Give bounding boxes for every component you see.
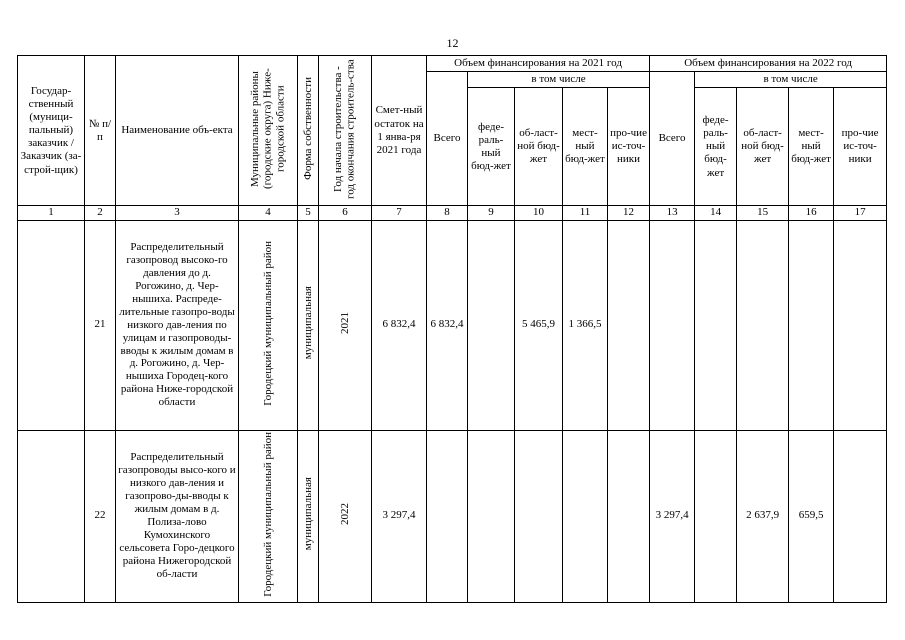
header-number: № п/п (85, 56, 116, 206)
years-cell (319, 220, 372, 430)
financing-table (17, 55, 887, 603)
column-number: 9 (468, 206, 515, 220)
ownership-cell (298, 430, 319, 602)
regional-2021: 5 465,9 (515, 220, 563, 430)
header-2022-including: в том числе (695, 72, 887, 88)
header-ownership (298, 56, 319, 206)
column-number: 2 (85, 206, 116, 220)
customer-cell (18, 220, 85, 430)
table-row (18, 220, 887, 430)
column-number: 14 (695, 206, 737, 220)
column-number: 4 (239, 206, 298, 220)
district-cell (239, 220, 298, 430)
object-name: Распределительный газопровод высоко-го давления до д. Рогожино, д. Чер-нышиха. Распреде-лительные газопро-воды низкого дав-ления по улицам и газопроводы-вводы к жилым домам в д. Рогожино, д. Чер-нышиха Городец-кого района Ниже-городской области (116, 220, 239, 430)
other-2021 (608, 430, 650, 602)
column-number-row (18, 206, 887, 220)
federal-2021 (468, 220, 515, 430)
years-cell (319, 430, 372, 602)
column-number: 1 (18, 206, 85, 220)
total-2022 (650, 220, 695, 430)
other-2021 (608, 220, 650, 430)
header-2021-including: в том числе (468, 72, 650, 88)
header-row-1 (18, 56, 887, 72)
total-2021: 6 832,4 (427, 220, 468, 430)
total-2022: 3 297,4 (650, 430, 695, 602)
total-2021 (427, 430, 468, 602)
header-2022-total: Всего (650, 72, 695, 206)
ownership-cell (298, 220, 319, 430)
other-2022 (834, 430, 887, 602)
column-number: 7 (372, 206, 427, 220)
local-2021: 1 366,5 (563, 220, 608, 430)
column-number: 13 (650, 206, 695, 220)
header-object-name: Наименование объ-екта (116, 56, 239, 206)
column-number: 6 (319, 206, 372, 220)
regional-2022: 2 637,9 (737, 430, 789, 602)
header-2022-federal: феде-раль-ный бюд-жет (695, 88, 737, 206)
column-number: 10 (515, 206, 563, 220)
header-2022-regional: об-ласт-ной бюд-жет (737, 88, 789, 206)
header-2021-regional: об-ласт-ной бюд-жет (515, 88, 563, 206)
column-number: 5 (298, 206, 319, 220)
column-number: 8 (427, 206, 468, 220)
federal-2022 (695, 430, 737, 602)
header-2022-local: мест-ный бюд-жет (789, 88, 834, 206)
header-fin-2022: Объем финансирования на 2022 год (650, 56, 887, 72)
table-row (18, 430, 887, 602)
federal-2022 (695, 220, 737, 430)
ownership-text: муниципальная (301, 477, 314, 551)
federal-2021 (468, 430, 515, 602)
district-text: Городецкий муниципальный район (261, 240, 274, 406)
ownership-text: муниципальная (301, 286, 314, 360)
column-number: 12 (608, 206, 650, 220)
regional-2022 (737, 220, 789, 430)
regional-2021 (515, 430, 563, 602)
local-2022: 659,5 (789, 430, 834, 602)
column-number: 11 (563, 206, 608, 220)
row-number: 22 (85, 430, 116, 602)
header-balance: Смет-ный остаток на 1 янва-ря 2021 года (372, 56, 427, 206)
object-name: Распределительный газопроводы высо-кого и низкого дав-ления и газопрово-ды-вводы к жилым домам в д. Полиза-лово Кумохинского сельсовета Горо-децкого района Нижегородской об-ласти (116, 430, 239, 602)
header-fin-2021: Объем финансирования на 2021 год (427, 56, 650, 72)
header-years-text: Год начала строительства - год окончания строитель-ства (332, 58, 357, 199)
local-2022 (789, 220, 834, 430)
balance-cell: 3 297,4 (372, 430, 427, 602)
header-2021-local: мест-ный бюд-жет (563, 88, 608, 206)
header-2022-other: про-чие ис-точ-ники (834, 88, 887, 206)
page-number: 12 (446, 36, 459, 50)
district-text: Городецкий муниципальный район (261, 431, 274, 597)
header-customer: Государ-ственный (муници-пальный) заказчик / Заказчик (за-строй-щик) (18, 56, 85, 206)
column-number: 17 (834, 206, 887, 220)
other-2022 (834, 220, 887, 430)
header-district-text: Муниципальные районы (городские округа) Ниже-городской области (249, 68, 287, 189)
column-number: 3 (116, 206, 239, 220)
column-number: 16 (789, 206, 834, 220)
local-2021 (563, 430, 608, 602)
district-cell (239, 430, 298, 602)
column-number: 15 (737, 206, 789, 220)
header-district (239, 56, 298, 206)
header-2021-total: Всего (427, 72, 468, 206)
years-text: 2021 (338, 311, 351, 334)
customer-cell (18, 430, 85, 602)
header-years (319, 56, 372, 206)
header-2021-federal: феде-раль-ный бюд-жет (468, 88, 515, 206)
row-number: 21 (85, 220, 116, 430)
header-ownership-text: Форма собственности (301, 77, 314, 181)
years-text: 2022 (338, 502, 351, 525)
header-2021-other: про-чие ис-точ-ники (608, 88, 650, 206)
balance-cell: 6 832,4 (372, 220, 427, 430)
